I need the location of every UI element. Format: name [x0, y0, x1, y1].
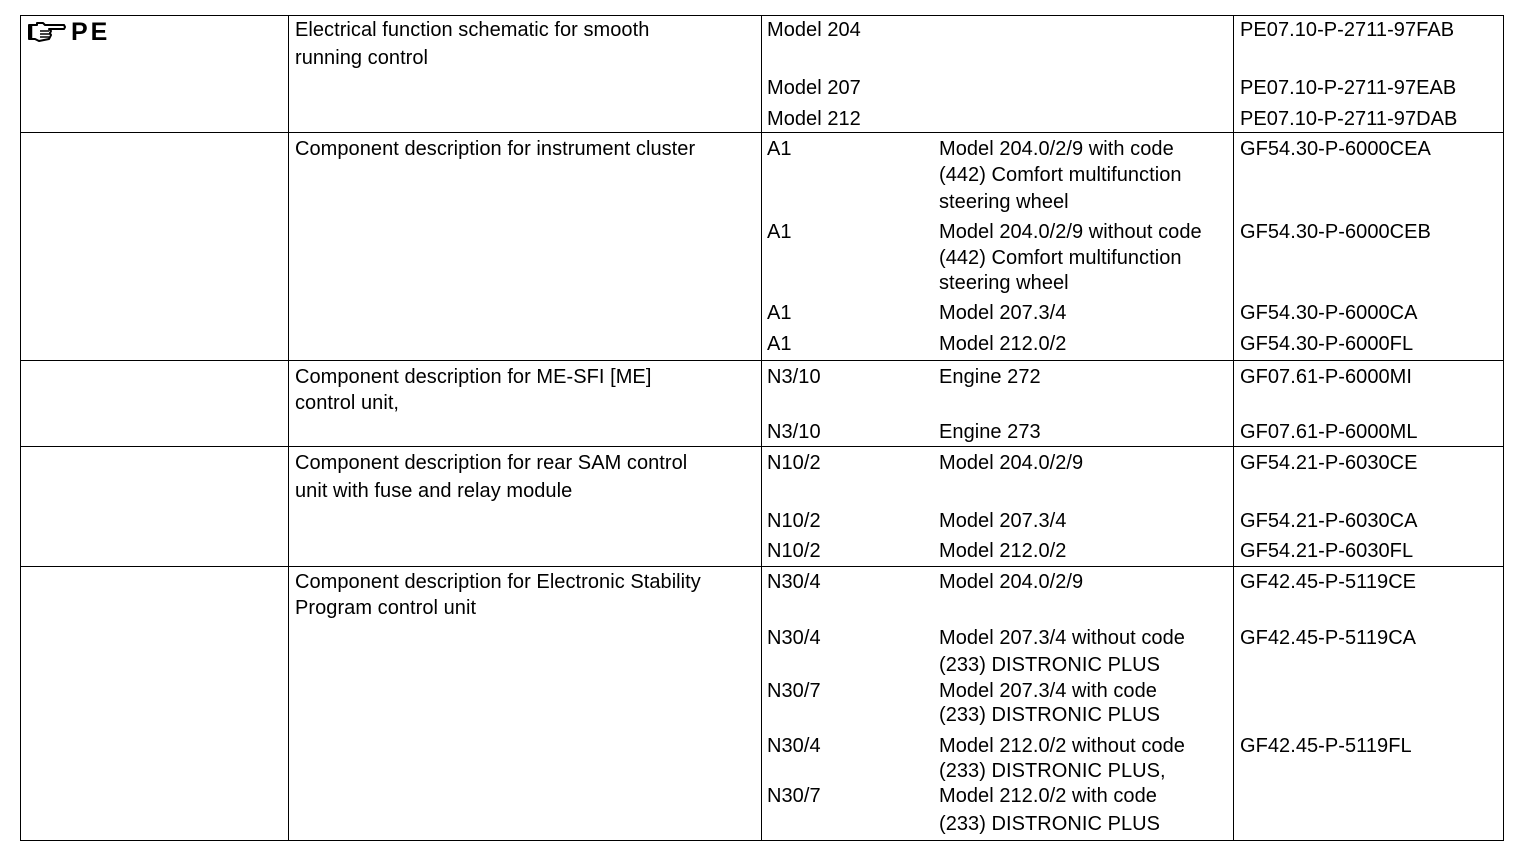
row-code: N30/4: [767, 627, 821, 649]
group-title-line: Electrical function schematic for smooth: [295, 19, 650, 41]
row-reference: GF54.30-P-6000CA: [1240, 302, 1418, 324]
row-condition-line: (442) Comfort multifunction: [939, 247, 1182, 269]
group-title-line: Component description for Electronic Stability: [295, 571, 701, 593]
pe-logo-text: PE: [71, 18, 111, 46]
row-reference: GF42.45-P-5119CE: [1240, 571, 1417, 593]
row-condition-line: Engine 273: [939, 421, 1041, 443]
row-reference: GF07.61-P-6000ML: [1240, 421, 1418, 443]
row-code: N30/7: [767, 680, 821, 702]
row-condition-line: (233) DISTRONIC PLUS: [939, 654, 1161, 676]
row-condition-line: Model 207.3/4: [939, 510, 1067, 532]
row-condition-line: steering wheel: [939, 191, 1069, 213]
row-condition-line: Model 204.0/2/9 with code: [939, 138, 1174, 160]
pe-logo: [27, 17, 110, 47]
row-code: N3/10: [767, 421, 821, 443]
row-code: A1: [767, 333, 792, 355]
row-condition-line: Model 207.3/4 without code: [939, 627, 1185, 649]
row-code: N10/2: [767, 510, 821, 532]
row-condition-line: Model 212.0/2: [939, 333, 1067, 355]
group-title-line: Component description for instrument cluster: [295, 138, 696, 160]
row-code: A1: [767, 221, 792, 243]
row-condition-line: Model 204.0/2/9: [939, 452, 1084, 474]
row-reference: GF54.30-P-6000CEA: [1240, 138, 1431, 160]
column-divider: [288, 15, 289, 841]
row-divider: [20, 446, 1504, 447]
row-code: A1: [767, 138, 792, 160]
row-condition-line: (233) DISTRONIC PLUS: [939, 813, 1161, 835]
row-code: N30/4: [767, 571, 821, 593]
row-reference: GF54.30-P-6000CEB: [1240, 221, 1431, 243]
group-title-line: running control: [295, 47, 429, 69]
row-reference: GF54.30-P-6000FL: [1240, 333, 1414, 355]
row-code: Model 204: [767, 19, 861, 41]
row-code: N3/10: [767, 366, 821, 388]
group-title-line: control unit,: [295, 392, 400, 414]
row-reference: PE07.10-P-2711-97EAB: [1240, 77, 1457, 99]
column-divider: [761, 15, 762, 841]
row-divider: [20, 360, 1504, 361]
row-condition-line: (233) DISTRONIC PLUS,: [939, 760, 1166, 782]
column-divider: [1233, 15, 1234, 841]
row-condition-line: Model 207.3/4 with code: [939, 680, 1157, 702]
row-reference: GF54.21-P-6030CE: [1240, 452, 1418, 474]
group-title-line: unit with fuse and relay module: [295, 480, 573, 502]
row-code: N10/2: [767, 452, 821, 474]
row-condition-line: Model 212.0/2 without code: [939, 735, 1185, 757]
row-condition-line: Model 204.0/2/9 without code: [939, 221, 1202, 243]
row-condition-line: Model 212.0/2 with code: [939, 785, 1157, 807]
group-title-line: Program control unit: [295, 597, 477, 619]
row-divider: [20, 566, 1504, 567]
row-reference: GF42.45-P-5119FL: [1240, 735, 1412, 757]
row-reference: PE07.10-P-2711-97DAB: [1240, 108, 1458, 130]
row-code: N10/2: [767, 540, 821, 562]
row-code: N30/4: [767, 735, 821, 757]
row-reference: GF54.21-P-6030FL: [1240, 540, 1414, 562]
row-condition-line: Engine 272: [939, 366, 1041, 388]
row-code: Model 212: [767, 108, 861, 130]
row-reference: PE07.10-P-2711-97FAB: [1240, 19, 1455, 41]
row-reference: GF54.21-P-6030CA: [1240, 510, 1418, 532]
pointing-hand-icon: [27, 19, 67, 45]
row-code: Model 207: [767, 77, 861, 99]
row-condition-line: Model 204.0/2/9: [939, 571, 1084, 593]
group-title-line: Component description for rear SAM control: [295, 452, 688, 474]
row-condition-line: (233) DISTRONIC PLUS: [939, 704, 1161, 726]
row-code: A1: [767, 302, 792, 324]
row-code: N30/7: [767, 785, 821, 807]
row-condition-line: Model 207.3/4: [939, 302, 1067, 324]
row-reference: GF07.61-P-6000MI: [1240, 366, 1412, 388]
row-condition-line: Model 212.0/2: [939, 540, 1067, 562]
row-condition-line: (442) Comfort multifunction: [939, 164, 1182, 186]
row-condition-line: steering wheel: [939, 272, 1069, 294]
row-reference: GF42.45-P-5119CA: [1240, 627, 1417, 649]
group-title-line: Component description for ME-SFI [ME]: [295, 366, 652, 388]
